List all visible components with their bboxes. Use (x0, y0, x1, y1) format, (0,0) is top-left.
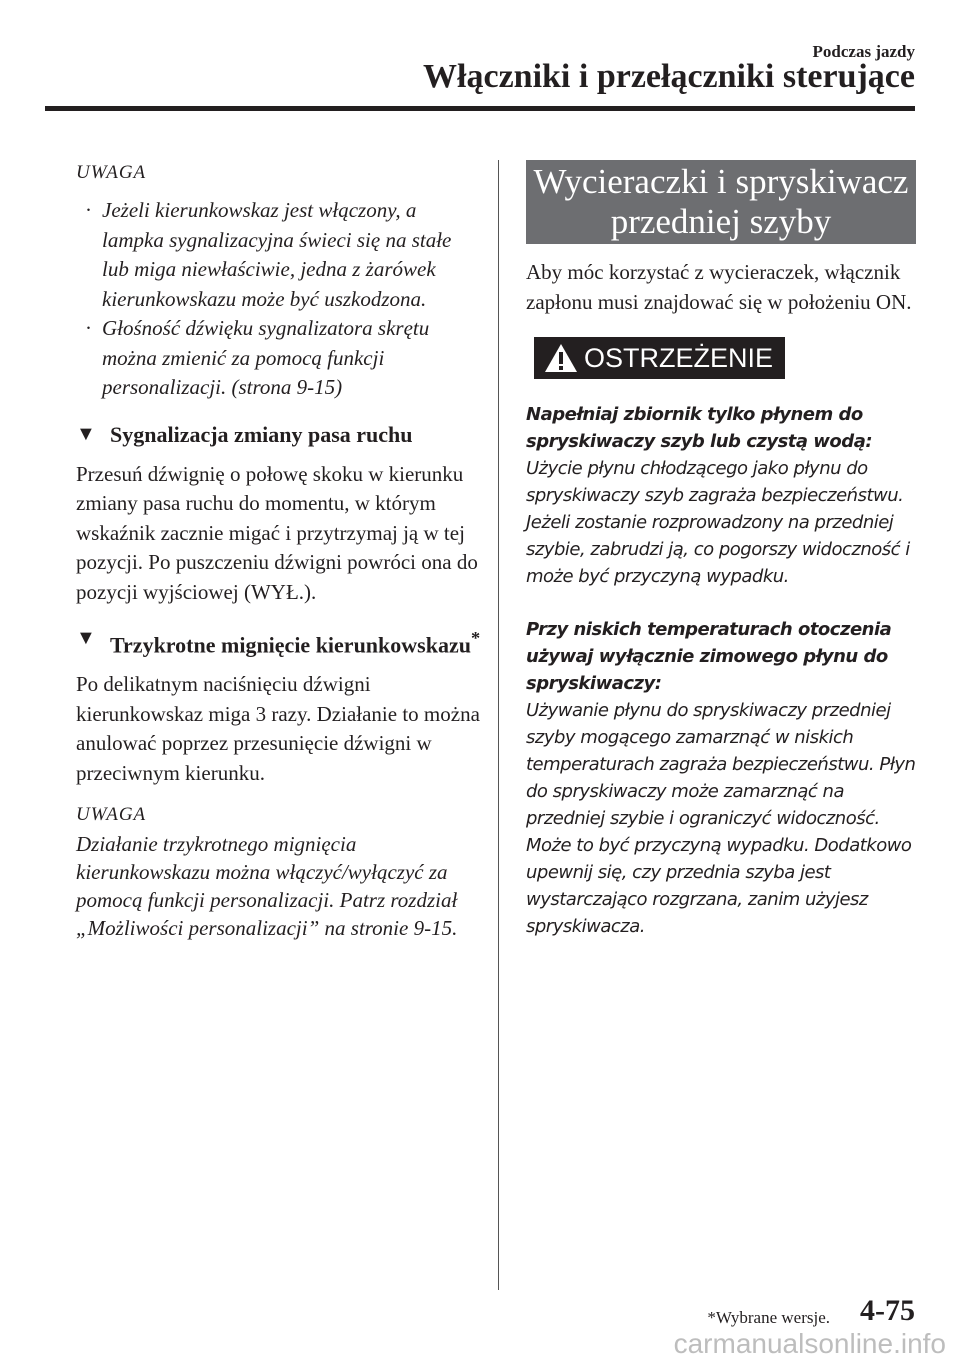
triangle-down-icon: ▼ (76, 627, 96, 649)
warning-label: OSTRZEŻENIE (584, 342, 774, 373)
footer-note: *Wybrane wersje. (707, 1308, 830, 1327)
note-bullet (76, 314, 481, 403)
subheading-text: Sygnalizacja zmiany pasa ruchu (110, 421, 413, 447)
warning-body: Użycie płynu chłodzącego jako płynu do spryskiwaczy szyb zagraża bezpieczeństwu. Jeżeli zostanie rozprowadzony na przedniej szybie, zabrudzi ją, co pogorszy widoczność i może być przyczyną wypadku. (526, 458, 910, 587)
note-bullet (76, 196, 481, 314)
warning-triangle-icon (544, 343, 578, 373)
note-text: Działanie trzykrotnego mignięcia kierunkowskazu można włączyć/wyłączyć za pomocą funkcji personalizacji. Patrz rozdział „Możliwości personalizacji” na stronie 9-15. (76, 832, 458, 941)
optional-equipment-mark: * (470, 628, 481, 648)
subheading (76, 623, 481, 660)
warning-heading: Przy niskich temperaturach otoczenia używaj wyłącznie zimowego płynu do spryskiwaczy: (526, 619, 892, 694)
warning-badge (534, 337, 785, 379)
warning-body: Używanie płynu do spryskiwaczy przedniej szyby mogącego zamarznąć w niskich temperaturach zagraża bezpieczeństwu. Płyn do spryskiwaczy może zamarznąć na przedniej szybie i ograniczyć widoczność. Może to być przyczyną wypadku. Dodatkowo upewnij się, czy przednia szyba jest wystarczająco rozgrzana, zanim użyjesz spryskiwacza. (526, 700, 916, 937)
bullet-dot-icon: · (85, 316, 92, 340)
subheading (76, 419, 481, 450)
column-divider (498, 160, 499, 1290)
header-section: Podczas jazdy (812, 42, 915, 61)
watermark: carmanualsonline.info (673, 1328, 946, 1359)
bullet-dot-icon: · (85, 198, 92, 222)
section-title-box: Wycieraczki i spryskiwacz przedniej szyby (526, 160, 916, 244)
note-bullet-text: Głośność dźwięku sygnalizatora skrętu można zmienić za pomocą funkcji personalizacji. (strona 9-15) (102, 316, 430, 399)
paragraph: Przesuń dźwignię o połowę skoku w kierunku zmiany pasa ruchu do momentu, w którym wskaźnik zacznie migać i przytrzymaj ją w tej pozycji. Po puszczeniu dźwigni powróci ona do pozycji wyjściowej (WYŁ.). (76, 461, 478, 604)
header-rule (45, 106, 915, 111)
triangle-down-icon: ▼ (76, 422, 96, 445)
note-label: UWAGA (76, 804, 147, 826)
paragraph: Po delikatnym naciśnięciu dźwigni kierunkowskaz miga 3 razy. Działanie to można anulować poprzez przesunięcie dźwigni w przeciwnym kierunku. (76, 672, 480, 785)
subheading-text: Trzykrotne mignięcie kierunkowskazu (110, 632, 471, 658)
left-column (76, 158, 481, 942)
warning-heading: Napełniaj zbiornik tylko płynem do spryskiwaczy szyb lub czystą wodą: (526, 404, 873, 452)
warning-block (526, 616, 916, 940)
warning-block (526, 401, 916, 590)
page-number: 4-75 (860, 1294, 915, 1327)
note-label: UWAGA (76, 162, 147, 183)
intro-paragraph: Aby móc korzystać z wycieraczek, włącznik zapłonu musi znajdować się w położeniu ON. (526, 260, 912, 314)
page-title: Włączniki i przełączniki sterujące (423, 58, 915, 95)
right-column (526, 160, 916, 940)
note-bullet-text: Jeżeli kierunkowskaz jest włączony, a lampka sygnalizacyjna świeci się na stałe lub miga niewłaściwie, jedna z żarówek kierunkowskazu może być uszkodzona. (102, 198, 452, 311)
